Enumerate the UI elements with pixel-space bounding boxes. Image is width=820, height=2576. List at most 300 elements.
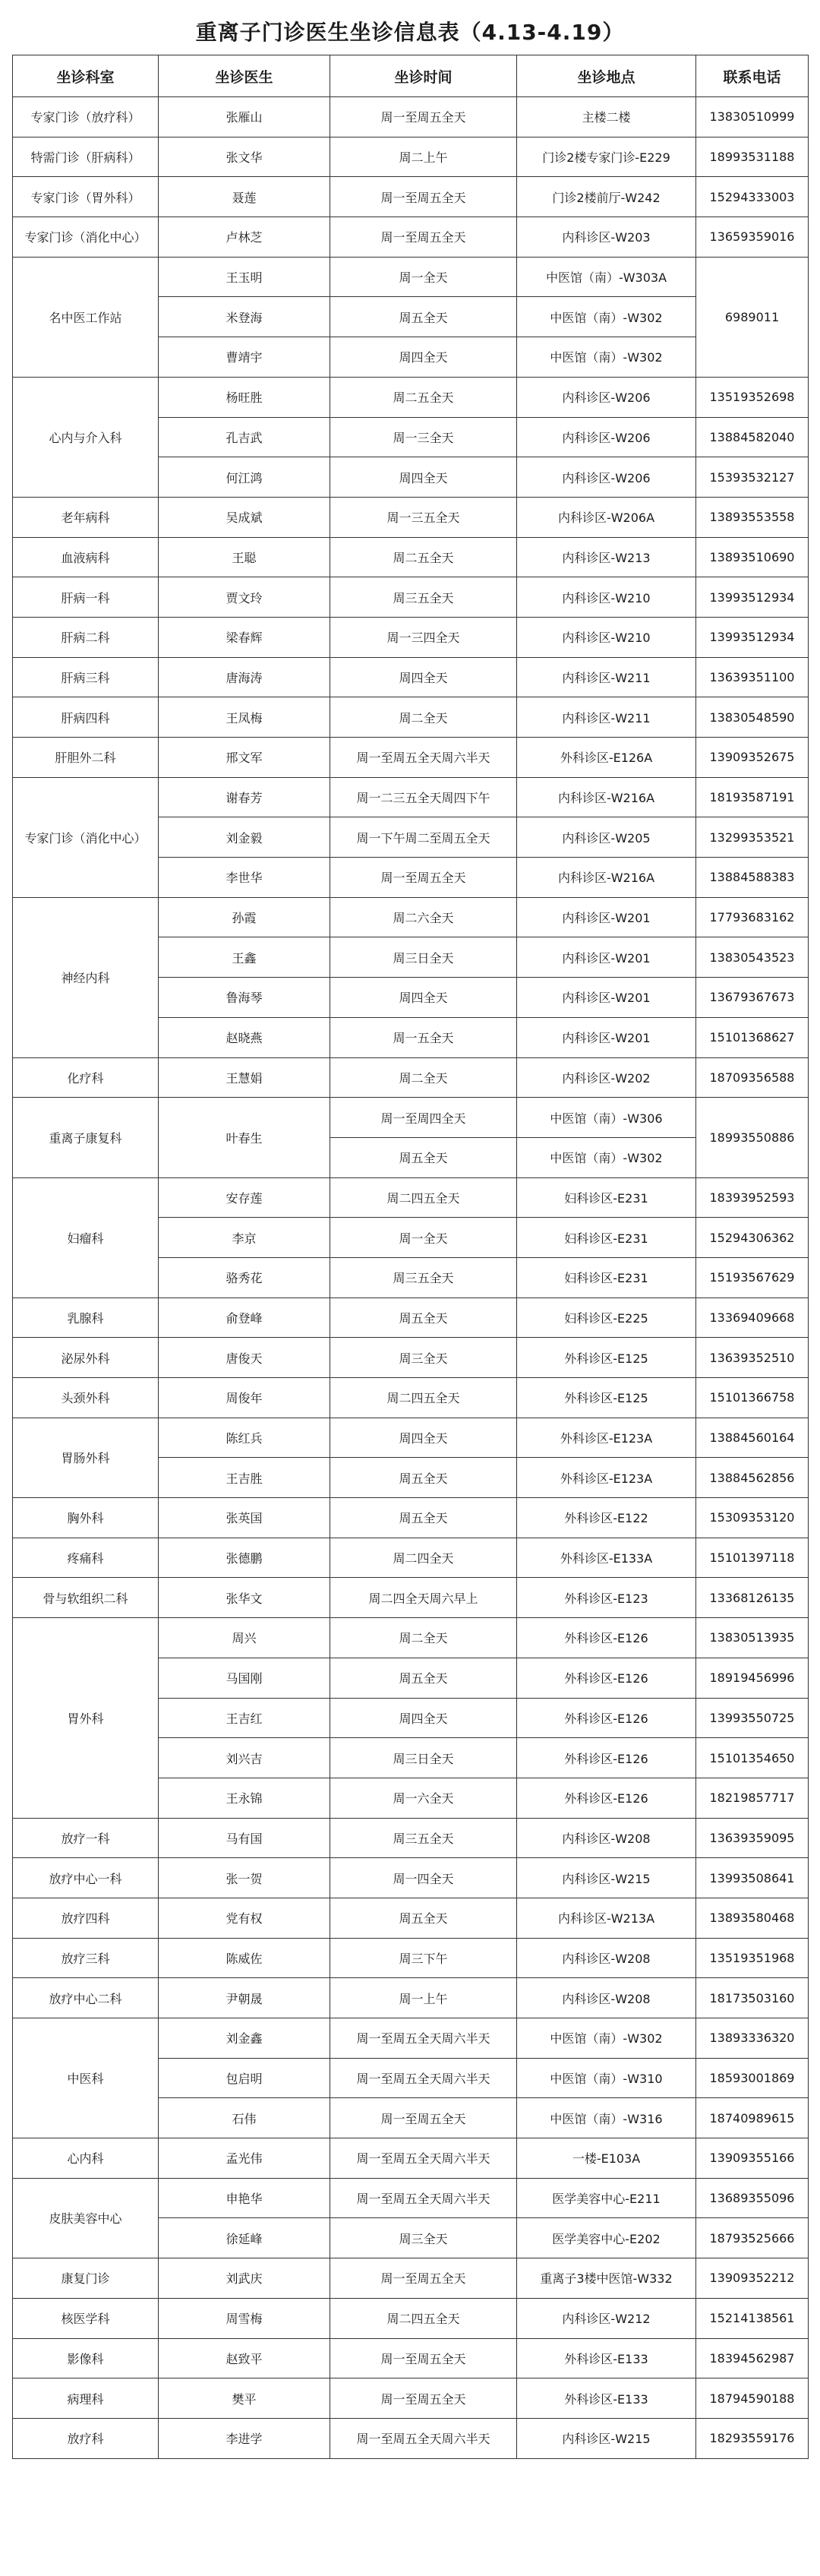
table-row	[13, 2018, 809, 2059]
schedule-body	[13, 97, 809, 2459]
location-cell: 内科诊区-W211	[517, 657, 696, 697]
table-row	[13, 2338, 809, 2378]
department-cell: 头颈外科	[13, 1378, 159, 1418]
time-cell: 周一至周五全天	[330, 2378, 517, 2419]
doctor-cell: 俞登峰	[159, 1297, 330, 1338]
doctor-cell: 徐延峰	[159, 2218, 330, 2258]
table-row	[13, 257, 809, 297]
department-cell: 康复门诊	[13, 2258, 159, 2299]
location-cell: 中医馆（南）-W316	[517, 2098, 696, 2138]
location-cell: 门诊2楼前厅-W242	[517, 177, 696, 217]
doctor-cell: 陈红兵	[159, 1418, 330, 1458]
time-cell: 周一至周五全天周六半天	[330, 2058, 517, 2098]
location-cell: 外科诊区-E126	[517, 1698, 696, 1738]
doctor-cell: 王聪	[159, 537, 330, 577]
location-cell: 内科诊区-W215	[517, 1858, 696, 1898]
phone-cell: 13830548590	[696, 697, 809, 738]
table-row	[13, 897, 809, 937]
doctor-cell: 曹靖宇	[159, 337, 330, 378]
doctor-cell: 张雁山	[159, 97, 330, 137]
time-cell: 周一至周五全天周六半天	[330, 2138, 517, 2179]
location-cell: 医学美容中心-E202	[517, 2218, 696, 2258]
phone-cell: 13830510999	[696, 97, 809, 137]
time-cell: 周三全天	[330, 1338, 517, 1378]
doctor-cell: 石伟	[159, 2098, 330, 2138]
department-cell: 乳腺科	[13, 1297, 159, 1338]
table-row	[13, 1177, 809, 1218]
table-row	[13, 1098, 809, 1138]
time-cell: 周四全天	[330, 1418, 517, 1458]
phone-cell: 13884582040	[696, 417, 809, 457]
location-cell: 内科诊区-W201	[517, 897, 696, 937]
phone-cell: 15294333003	[696, 177, 809, 217]
time-cell: 周二四全天	[330, 1538, 517, 1578]
phone-cell: 6989011	[696, 257, 809, 377]
table-row	[13, 1978, 809, 2018]
phone-cell: 13830543523	[696, 937, 809, 978]
doctor-cell: 孙霞	[159, 897, 330, 937]
location-cell: 外科诊区-E133	[517, 2378, 696, 2419]
department-cell: 专家门诊（胃外科）	[13, 177, 159, 217]
table-row	[13, 1538, 809, 1578]
doctor-cell: 谢春芳	[159, 777, 330, 817]
phone-cell: 15393532127	[696, 457, 809, 498]
phone-cell: 18393952593	[696, 1177, 809, 1218]
time-cell: 周一全天	[330, 257, 517, 297]
doctor-cell: 聂莲	[159, 177, 330, 217]
phone-cell: 18793525666	[696, 2218, 809, 2258]
phone-cell: 13884560164	[696, 1418, 809, 1458]
header-department: 坐诊科室	[13, 55, 159, 97]
phone-cell: 15101397118	[696, 1538, 809, 1578]
phone-cell: 15214138561	[696, 2298, 809, 2338]
location-cell: 中医馆（南）-W303A	[517, 257, 696, 297]
doctor-cell: 申艳华	[159, 2178, 330, 2218]
phone-cell: 13893580468	[696, 1898, 809, 1938]
location-cell: 中医馆（南）-W310	[517, 2058, 696, 2098]
doctor-cell: 杨旺胜	[159, 377, 330, 417]
time-cell: 周一至周四全天	[330, 1098, 517, 1138]
table-row	[13, 217, 809, 258]
department-cell: 老年病科	[13, 497, 159, 537]
doctor-cell: 赵致平	[159, 2338, 330, 2378]
time-cell: 周一至周五全天	[330, 177, 517, 217]
table-row	[13, 2138, 809, 2179]
department-cell: 名中医工作站	[13, 257, 159, 377]
table-row	[13, 617, 809, 657]
doctor-cell: 张英国	[159, 1498, 330, 1538]
phone-cell: 18919456996	[696, 1658, 809, 1698]
phone-cell: 18993550886	[696, 1098, 809, 1177]
table-row	[13, 537, 809, 577]
phone-cell: 13893336320	[696, 2018, 809, 2059]
department-cell: 肝胆外二科	[13, 738, 159, 778]
phone-cell: 13909352675	[696, 738, 809, 778]
doctor-cell: 陈威佐	[159, 1938, 330, 1978]
department-cell: 核医学科	[13, 2298, 159, 2338]
time-cell: 周四全天	[330, 657, 517, 697]
department-cell: 重离子康复科	[13, 1098, 159, 1177]
time-cell: 周一下午周二至周五全天	[330, 817, 517, 858]
doctor-cell: 唐俊天	[159, 1338, 330, 1378]
location-cell: 外科诊区-E125	[517, 1378, 696, 1418]
table-row	[13, 1378, 809, 1418]
department-cell: 皮肤美容中心	[13, 2178, 159, 2258]
doctor-cell: 赵晓燕	[159, 1017, 330, 1057]
doctor-cell: 王鑫	[159, 937, 330, 978]
department-cell: 放疗中心二科	[13, 1978, 159, 2018]
location-cell: 内科诊区-W216A	[517, 777, 696, 817]
location-cell: 外科诊区-E122	[517, 1498, 696, 1538]
phone-cell: 13884588383	[696, 858, 809, 898]
doctor-cell: 米登海	[159, 297, 330, 337]
location-cell: 外科诊区-E133A	[517, 1538, 696, 1578]
header-time: 坐诊时间	[330, 55, 517, 97]
table-row	[13, 137, 809, 177]
phone-cell: 15294306362	[696, 1218, 809, 1258]
location-cell: 中医馆（南）-W306	[517, 1098, 696, 1138]
table-row	[13, 2258, 809, 2299]
department-cell: 胸外科	[13, 1498, 159, 1538]
time-cell: 周一至周五全天	[330, 2338, 517, 2378]
time-cell: 周二五全天	[330, 377, 517, 417]
time-cell: 周一至周五全天周六半天	[330, 738, 517, 778]
doctor-cell: 唐海涛	[159, 657, 330, 697]
time-cell: 周三五全天	[330, 577, 517, 618]
location-cell: 内科诊区-W210	[517, 617, 696, 657]
time-cell: 周二四五全天	[330, 1378, 517, 1418]
phone-cell: 13519352698	[696, 377, 809, 417]
doctor-cell: 张华文	[159, 1578, 330, 1618]
time-cell: 周二上午	[330, 137, 517, 177]
table-row	[13, 2418, 809, 2458]
phone-cell: 13519351968	[696, 1938, 809, 1978]
doctor-cell: 刘金鑫	[159, 2018, 330, 2059]
location-cell: 一楼-E103A	[517, 2138, 696, 2179]
phone-cell: 13909352212	[696, 2258, 809, 2299]
time-cell: 周一三五全天	[330, 497, 517, 537]
department-cell: 泌尿外科	[13, 1338, 159, 1378]
time-cell: 周一至周五全天周六半天	[330, 2178, 517, 2218]
phone-cell: 18193587191	[696, 777, 809, 817]
location-cell: 内科诊区-W203	[517, 217, 696, 258]
location-cell: 内科诊区-W206	[517, 457, 696, 498]
table-row	[13, 697, 809, 738]
time-cell: 周一至周五全天	[330, 2098, 517, 2138]
location-cell: 内科诊区-W201	[517, 978, 696, 1018]
department-cell: 肝病二科	[13, 617, 159, 657]
phone-cell: 13659359016	[696, 217, 809, 258]
table-row	[13, 2378, 809, 2419]
department-cell: 血液病科	[13, 537, 159, 577]
phone-cell: 15101368627	[696, 1017, 809, 1057]
time-cell: 周二四五全天	[330, 2298, 517, 2338]
location-cell: 妇科诊区-E231	[517, 1218, 696, 1258]
location-cell: 外科诊区-E125	[517, 1338, 696, 1378]
location-cell: 内科诊区-W216A	[517, 858, 696, 898]
phone-cell: 13830513935	[696, 1618, 809, 1658]
location-cell: 中医馆（南）-W302	[517, 2018, 696, 2059]
table-row	[13, 1578, 809, 1618]
phone-cell: 13993512934	[696, 617, 809, 657]
doctor-cell: 尹朝晟	[159, 1978, 330, 2018]
table-row	[13, 577, 809, 618]
doctor-cell: 张一贺	[159, 1858, 330, 1898]
location-cell: 内科诊区-W208	[517, 1978, 696, 2018]
time-cell: 周二六全天	[330, 897, 517, 937]
time-cell: 周一至周五全天周六半天	[330, 2418, 517, 2458]
phone-cell: 13369409668	[696, 1297, 809, 1338]
table-row	[13, 738, 809, 778]
doctor-cell: 王吉胜	[159, 1458, 330, 1498]
table-row	[13, 2178, 809, 2218]
doctor-cell: 贾文玲	[159, 577, 330, 618]
phone-cell: 13993512934	[696, 577, 809, 618]
table-row	[13, 1938, 809, 1978]
doctor-cell: 卢林芝	[159, 217, 330, 258]
location-cell: 外科诊区-E126	[517, 1658, 696, 1698]
table-row	[13, 1418, 809, 1458]
location-cell: 妇科诊区-E231	[517, 1257, 696, 1297]
department-cell: 放疗中心一科	[13, 1858, 159, 1898]
time-cell: 周五全天	[330, 1458, 517, 1498]
time-cell: 周一二三五全天周四下午	[330, 777, 517, 817]
doctor-cell: 刘金毅	[159, 817, 330, 858]
doctor-cell: 李进学	[159, 2418, 330, 2458]
location-cell: 内科诊区-W206A	[517, 497, 696, 537]
department-cell: 胃外科	[13, 1618, 159, 1818]
location-cell: 内科诊区-W201	[517, 937, 696, 978]
doctor-cell: 吴成斌	[159, 497, 330, 537]
time-cell: 周五全天	[330, 1898, 517, 1938]
doctor-cell: 王永锦	[159, 1778, 330, 1818]
doctor-cell: 孔吉武	[159, 417, 330, 457]
department-cell: 疼痛科	[13, 1538, 159, 1578]
department-cell: 放疗四科	[13, 1898, 159, 1938]
department-cell: 专家门诊（放疗科）	[13, 97, 159, 137]
header-row	[13, 55, 809, 97]
location-cell: 内科诊区-W201	[517, 1017, 696, 1057]
phone-cell: 18394562987	[696, 2338, 809, 2378]
location-cell: 中医馆（南）-W302	[517, 337, 696, 378]
phone-cell: 13368126135	[696, 1578, 809, 1618]
location-cell: 内科诊区-W213	[517, 537, 696, 577]
time-cell: 周一三四全天	[330, 617, 517, 657]
time-cell: 周二五全天	[330, 537, 517, 577]
doctor-cell: 马有国	[159, 1818, 330, 1858]
time-cell: 周三五全天	[330, 1818, 517, 1858]
phone-cell: 15309353120	[696, 1498, 809, 1538]
department-cell: 化疗科	[13, 1057, 159, 1098]
table-row	[13, 1338, 809, 1378]
department-cell: 特需门诊（肝病科）	[13, 137, 159, 177]
time-cell: 周二全天	[330, 697, 517, 738]
time-cell: 周一四全天	[330, 1858, 517, 1898]
location-cell: 妇科诊区-E225	[517, 1297, 696, 1338]
doctor-cell: 张文华	[159, 137, 330, 177]
phone-cell: 18709356588	[696, 1057, 809, 1098]
phone-cell: 18740989615	[696, 2098, 809, 2138]
location-cell: 外科诊区-E123	[517, 1578, 696, 1618]
doctor-cell: 刘兴吉	[159, 1738, 330, 1778]
doctor-cell: 刘武庆	[159, 2258, 330, 2299]
time-cell: 周三全天	[330, 2218, 517, 2258]
time-cell: 周一至周五全天周六半天	[330, 2018, 517, 2059]
time-cell: 周四全天	[330, 457, 517, 498]
doctor-cell: 周兴	[159, 1618, 330, 1658]
schedule-table	[12, 55, 809, 2459]
time-cell: 周二四全天周六早上	[330, 1578, 517, 1618]
doctor-cell: 孟光伟	[159, 2138, 330, 2179]
location-cell: 内科诊区-W208	[517, 1818, 696, 1858]
department-cell: 肝病四科	[13, 697, 159, 738]
time-cell: 周三下午	[330, 1938, 517, 1978]
doctor-cell: 樊平	[159, 2378, 330, 2419]
table-row	[13, 497, 809, 537]
location-cell: 内科诊区-W206	[517, 417, 696, 457]
time-cell: 周一至周五全天	[330, 217, 517, 258]
table-row	[13, 2298, 809, 2338]
phone-cell: 13893510690	[696, 537, 809, 577]
doctor-cell: 包启明	[159, 2058, 330, 2098]
doctor-cell: 张德鹏	[159, 1538, 330, 1578]
department-cell: 专家门诊（消化中心）	[13, 217, 159, 258]
time-cell: 周一六全天	[330, 1778, 517, 1818]
doctor-cell: 鲁海琴	[159, 978, 330, 1018]
location-cell: 外科诊区-E126	[517, 1778, 696, 1818]
time-cell: 周一三全天	[330, 417, 517, 457]
doctor-cell: 李世华	[159, 858, 330, 898]
location-cell: 妇科诊区-E231	[517, 1177, 696, 1218]
location-cell: 重离子3楼中医馆-W332	[517, 2258, 696, 2299]
department-cell: 中医科	[13, 2018, 159, 2138]
phone-cell: 18993531188	[696, 137, 809, 177]
phone-cell: 18173503160	[696, 1978, 809, 2018]
time-cell: 周五全天	[330, 1658, 517, 1698]
department-cell: 胃肠外科	[13, 1418, 159, 1497]
time-cell: 周一五全天	[330, 1017, 517, 1057]
phone-cell: 15101366758	[696, 1378, 809, 1418]
location-cell: 外科诊区-E126	[517, 1618, 696, 1658]
location-cell: 外科诊区-E126A	[517, 738, 696, 778]
time-cell: 周四全天	[330, 337, 517, 378]
phone-cell: 13639351100	[696, 657, 809, 697]
location-cell: 外科诊区-E123A	[517, 1458, 696, 1498]
department-cell: 病理科	[13, 2378, 159, 2419]
department-cell: 妇瘤科	[13, 1177, 159, 1297]
department-cell: 心内与介入科	[13, 377, 159, 497]
doctor-cell: 安存莲	[159, 1177, 330, 1218]
phone-cell: 13679367673	[696, 978, 809, 1018]
doctor-cell: 王玉明	[159, 257, 330, 297]
phone-cell: 13993508641	[696, 1858, 809, 1898]
location-cell: 内科诊区-W210	[517, 577, 696, 618]
phone-cell: 13689355096	[696, 2178, 809, 2218]
time-cell: 周二四五全天	[330, 1177, 517, 1218]
doctor-cell: 周俊年	[159, 1378, 330, 1418]
table-row	[13, 1898, 809, 1938]
table-row	[13, 1057, 809, 1098]
phone-cell: 17793683162	[696, 897, 809, 937]
location-cell: 内科诊区-W202	[517, 1057, 696, 1098]
time-cell: 周五全天	[330, 1297, 517, 1338]
phone-cell: 15101354650	[696, 1738, 809, 1778]
department-cell: 神经内科	[13, 897, 159, 1057]
phone-cell: 18293559176	[696, 2418, 809, 2458]
table-row	[13, 1618, 809, 1658]
time-cell: 周三日全天	[330, 937, 517, 978]
time-cell: 周四全天	[330, 978, 517, 1018]
schedule-header	[13, 55, 809, 97]
phone-cell: 18794590188	[696, 2378, 809, 2419]
time-cell: 周五全天	[330, 1498, 517, 1538]
department-cell: 放疗科	[13, 2418, 159, 2458]
phone-cell: 13993550725	[696, 1698, 809, 1738]
phone-cell: 18593001869	[696, 2058, 809, 2098]
time-cell: 周三日全天	[330, 1738, 517, 1778]
department-cell: 放疗三科	[13, 1938, 159, 1978]
department-cell: 放疗一科	[13, 1818, 159, 1858]
time-cell: 周二全天	[330, 1618, 517, 1658]
table-row	[13, 97, 809, 137]
location-cell: 医学美容中心-E211	[517, 2178, 696, 2218]
doctor-cell: 叶春生	[159, 1098, 330, 1177]
doctor-cell: 王慧娟	[159, 1057, 330, 1098]
doctor-cell: 邢文军	[159, 738, 330, 778]
location-cell: 内科诊区-W206	[517, 377, 696, 417]
table-row	[13, 1818, 809, 1858]
location-cell: 外科诊区-E133	[517, 2338, 696, 2378]
department-cell: 专家门诊（消化中心）	[13, 777, 159, 897]
phone-cell: 13639359095	[696, 1818, 809, 1858]
table-row	[13, 1858, 809, 1898]
doctor-cell: 何江鸿	[159, 457, 330, 498]
table-row	[13, 1498, 809, 1538]
phone-cell: 13639352510	[696, 1338, 809, 1378]
location-cell: 内科诊区-W208	[517, 1938, 696, 1978]
phone-cell: 18219857717	[696, 1778, 809, 1818]
doctor-cell: 马国刚	[159, 1658, 330, 1698]
time-cell: 周五全天	[330, 1137, 517, 1177]
phone-cell: 13909355166	[696, 2138, 809, 2179]
department-cell: 影像科	[13, 2338, 159, 2378]
header-phone: 联系电话	[696, 55, 809, 97]
phone-cell: 13884562856	[696, 1458, 809, 1498]
time-cell: 周一至周五全天	[330, 97, 517, 137]
location-cell: 中医馆（南）-W302	[517, 297, 696, 337]
header-location: 坐诊地点	[517, 55, 696, 97]
time-cell: 周一全天	[330, 1218, 517, 1258]
location-cell: 外科诊区-E126	[517, 1738, 696, 1778]
table-row	[13, 177, 809, 217]
phone-cell: 13299353521	[696, 817, 809, 858]
table-row	[13, 1297, 809, 1338]
department-cell: 骨与软组织二科	[13, 1578, 159, 1618]
phone-cell: 15193567629	[696, 1257, 809, 1297]
department-cell: 肝病三科	[13, 657, 159, 697]
doctor-cell: 梁春辉	[159, 617, 330, 657]
doctor-cell: 王吉红	[159, 1698, 330, 1738]
location-cell: 门诊2楼专家门诊-E229	[517, 137, 696, 177]
location-cell: 内科诊区-W205	[517, 817, 696, 858]
doctor-cell: 王凤梅	[159, 697, 330, 738]
location-cell: 内科诊区-W211	[517, 697, 696, 738]
location-cell: 内科诊区-W215	[517, 2418, 696, 2458]
time-cell: 周四全天	[330, 1698, 517, 1738]
doctor-cell: 周雪梅	[159, 2298, 330, 2338]
doctor-cell: 党有权	[159, 1898, 330, 1938]
time-cell: 周三五全天	[330, 1257, 517, 1297]
